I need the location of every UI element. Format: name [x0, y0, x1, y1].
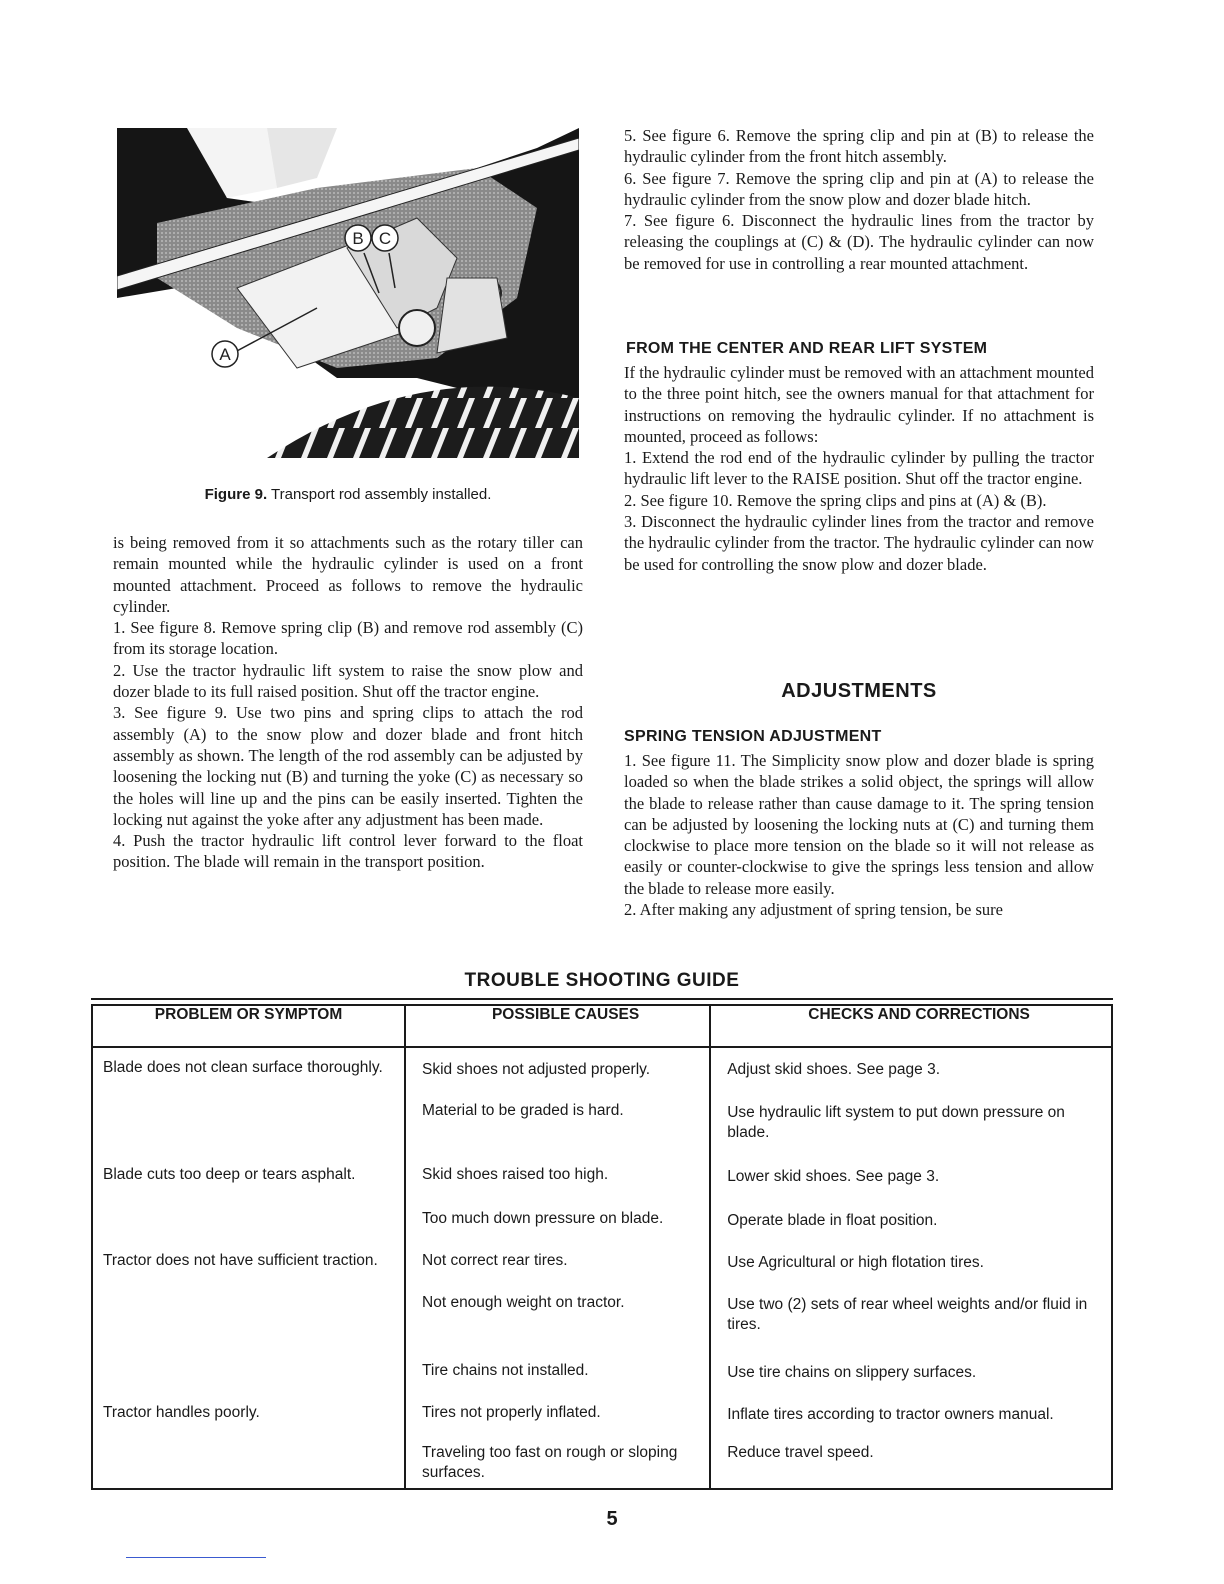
fix-cell: Reduce travel speed. — [710, 1433, 1112, 1489]
paragraph: If the hydraulic cylinder must be removed with an attachment mounted to the three point hitch, see the owners manual for that attachment for instructions on removing the hydraulic cylinder. If no attachment is mounted, proceed as follows: — [624, 363, 1094, 446]
cause-cell: Not correct rear tires. — [405, 1239, 710, 1285]
fix-cell: Use two (2) sets of rear wheel weights and/or fluid in tires. — [710, 1285, 1112, 1349]
problem-cell — [92, 1433, 405, 1489]
trouble-guide-table — [91, 1004, 1113, 1490]
callout-a — [212, 341, 238, 367]
left-column — [113, 532, 583, 873]
header-corrections: CHECKS AND CORRECTIONS — [710, 1005, 1112, 1047]
table-header-row — [92, 1005, 1112, 1047]
page-number: 5 — [606, 1508, 618, 1530]
fix-cell: Lower skid shoes. See page 3. — [710, 1153, 1112, 1199]
cause-cell: Material to be graded is hard. — [405, 1093, 710, 1153]
right-column-steps — [624, 125, 1094, 274]
svg-text:B: B — [352, 229, 364, 248]
paragraph: 4. Push the tractor hydraulic lift control lever forward to the float position. The blade will remain in the transport position. — [113, 831, 583, 872]
table-row — [92, 1047, 1112, 1093]
right-column-section — [624, 362, 1094, 575]
table-row — [92, 1349, 1112, 1393]
header-causes: POSSIBLE CAUSES — [405, 1005, 710, 1047]
problem-cell: Blade does not clean surface thoroughly. — [92, 1047, 405, 1093]
paragraph: 2. Use the tractor hydraulic lift system to raise the snow plow and dozer blade to its full raised position. Shut off the tractor engine. — [113, 660, 583, 702]
paragraph: 1. See figure 8. Remove spring clip (B) and remove rod assembly (C) from its storage location. — [113, 618, 583, 659]
paragraph: 1. See figure 11. The Simplicity snow plow and dozer blade is spring loaded so when the blade strikes a solid object, the springs will allow the blade to release rather than cause damage to it. The spring tension can be adjusted by loosening the locking nuts at (C) and turning them clockwise to place more tension on the blade so it will not release as easily or counter-clockwise to give the springs less tension and allow the blade to release more easily. — [624, 751, 1094, 898]
title-rule — [91, 998, 1113, 1000]
paragraph: 2. See figure 10. Remove the spring clips and pins at (A) & (B). — [624, 490, 1047, 510]
table-row — [92, 1285, 1112, 1349]
paragraph: 5. See figure 6. Remove the spring clip and pin at (B) to release the hydraulic cylinder from the front hitch assembly. — [624, 126, 1094, 167]
paragraph: 2. After making any adjustment of spring tension, be sure — [624, 900, 1003, 920]
callout-b — [345, 225, 371, 251]
problem-cell: Tractor handles poorly. — [92, 1393, 405, 1433]
header-problem: PROBLEM OR SYMPTOM — [92, 1005, 405, 1047]
paragraph: 7. See figure 6. Disconnect the hydraulic lines from the tractor by releasing the couplings at (C) & (D). The hydraulic cylinder can now be removed for use in controlling a rear mounted attachment. — [624, 211, 1094, 273]
problem-cell — [92, 1349, 405, 1393]
cause-cell: Too much down pressure on blade. — [405, 1199, 710, 1239]
caption-text: Transport rod assembly installed. — [271, 486, 492, 503]
problem-cell: Tractor does not have sufficient traction. — [92, 1239, 405, 1285]
adjustments-heading: ADJUSTMENTS — [781, 680, 937, 702]
fix-cell: Operate blade in float position. — [710, 1199, 1112, 1239]
scan-mark — [126, 1557, 266, 1558]
transport-rod-illustration — [117, 128, 579, 458]
fix-cell: Use tire chains on slippery surfaces. — [710, 1349, 1112, 1393]
table-row — [92, 1153, 1112, 1199]
cause-cell: Tires not properly inflated. — [405, 1393, 710, 1433]
cause-cell: Skid shoes not adjusted properly. — [405, 1047, 710, 1093]
table-row — [92, 1433, 1112, 1489]
trouble-guide-title: TROUBLE SHOOTING GUIDE — [464, 970, 740, 991]
spring-tension-heading: SPRING TENSION ADJUSTMENT — [624, 728, 882, 745]
paragraph: is being removed from it so attachments such as the rotary tiller can remain mounted while the hydraulic cylinder is used on a front mounted attachment. Proceed as follows to remove the hydraulic cylinder. — [113, 533, 583, 616]
svg-text:C: C — [378, 229, 392, 248]
fix-cell: Use hydraulic lift system to put down pressure on blade. — [710, 1093, 1112, 1153]
paragraph: 1. Extend the rod end of the hydraulic cylinder by pulling the tractor hydraulic lift lever to the RAISE position. Shut off the tractor engine. — [624, 448, 1094, 489]
callout-c — [372, 225, 398, 251]
fix-cell: Use Agricultural or high flotation tires. — [710, 1239, 1112, 1285]
figure-caption — [117, 486, 579, 503]
fix-cell: Inflate tires according to tractor owners manual. — [710, 1393, 1112, 1433]
cause-cell: Not enough weight on tractor. — [405, 1285, 710, 1349]
table-row — [92, 1093, 1112, 1153]
paragraph: 6. See figure 7. Remove the spring clip and pin at (A) to release the hydraulic cylinder from the snow plow and dozer blade hitch. — [624, 168, 1094, 209]
paragraph: 3. See figure 9. Use two pins and spring clips to attach the rod assembly (A) to the snow plow and dozer blade and front hitch assembly as shown. The length of the rod assembly can be adjusted by loosening the locking nut (B) and turning the yoke (C) as necessary so the holes will line up and the pins can be easily inserted. Tighten the locking nut against the yoke after any adjustment has been made. — [113, 703, 583, 829]
fix-cell: Adjust skid shoes. See page 3. — [710, 1047, 1112, 1093]
svg-text:A: A — [219, 345, 231, 364]
problem-cell: Blade cuts too deep or tears asphalt. — [92, 1153, 405, 1199]
caption-label: Figure 9. — [204, 486, 268, 503]
figure-9-photo — [117, 128, 579, 458]
right-column-adjustments — [624, 750, 1094, 920]
cause-cell: Traveling too fast on rough or sloping surfaces. — [405, 1433, 710, 1489]
cause-cell: Skid shoes raised too high. — [405, 1153, 710, 1199]
problem-cell — [92, 1199, 405, 1239]
paragraph: 3. Disconnect the hydraulic cylinder lines from the tractor and remove the hydraulic cylinder from the tractor. The hydraulic cylinder can now be used for controlling the snow plow and dozer blade. — [624, 512, 1094, 574]
table-row — [92, 1199, 1112, 1239]
table-row — [92, 1239, 1112, 1285]
problem-cell — [92, 1093, 405, 1153]
section-heading: FROM THE CENTER AND REAR LIFT SYSTEM — [626, 340, 988, 357]
cause-cell: Tire chains not installed. — [405, 1349, 710, 1393]
table-row — [92, 1393, 1112, 1433]
problem-cell — [92, 1285, 405, 1349]
